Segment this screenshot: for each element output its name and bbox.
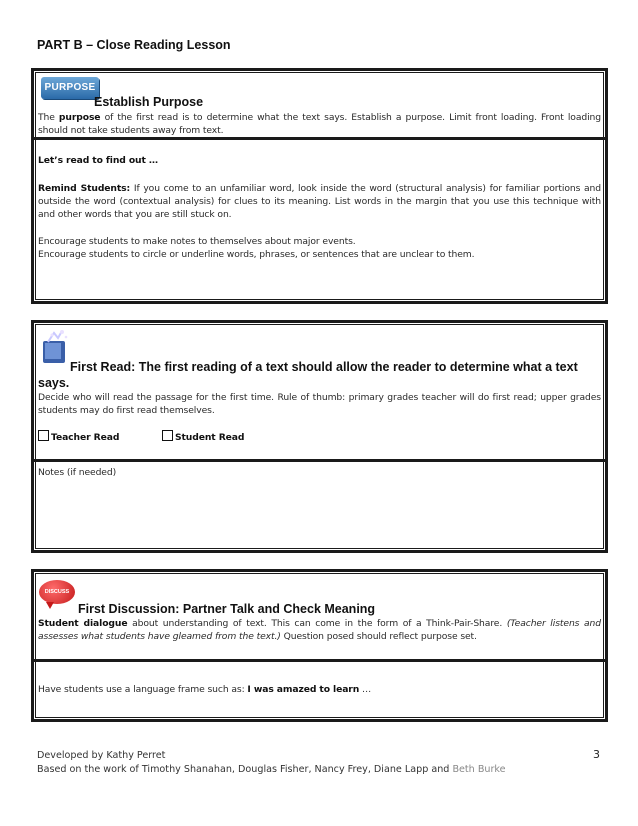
read-options: [38, 430, 438, 444]
language-frame: Have students use a language frame such as: I was amazed to learn …: [38, 684, 372, 695]
encourage-notes: Encourage students to make notes to themselves about major events.: [38, 236, 356, 247]
first-discussion-heading: First Discussion: Partner Talk and Check Meaning: [78, 602, 376, 616]
student-read-option[interactable]: Student Read: [162, 430, 244, 444]
first-read-heading: First Read: The first reading of a text should allow the reader to determine what a text says.: [38, 360, 578, 390]
first-discussion-description: Student dialogue about understanding of text. This can come in the form of a Think-Pair-Share. (Teacher listens and assesses what students have gleamed from the text.) Question posed should reflect purpose set.: [38, 618, 601, 642]
discuss-icon: DISCUSS: [39, 580, 75, 604]
footer: [37, 749, 506, 777]
first-discussion-body: [34, 662, 605, 717]
student-read-checkbox[interactable]: [162, 430, 173, 441]
encourage-circle: Encourage students to circle or underline words, phrases, or sentences that are unclear to them.: [38, 249, 475, 260]
first-read-section: [31, 320, 608, 553]
purpose-description: The purpose of the first read is to determine what the text says. Establish a purpose. Limit front loading. Front loading should not take students away from text.: [38, 112, 601, 136]
remind-students: Remind Students: If you come to an unfamiliar word, look inside the word (structural analysis) for familiar portions and outside the word (contextual analysis) for clues to its meaning. List words in the margin that you use this technique with and other words that you are still stuck on.: [38, 183, 602, 220]
first-discussion-section: [31, 569, 608, 722]
lets-read-prompt: Let’s read to find out …: [38, 155, 158, 166]
first-discussion-header: [34, 572, 605, 662]
purpose-section: [31, 68, 608, 304]
purpose-icon: PURPOSE: [41, 77, 99, 99]
first-read-header: [34, 323, 605, 462]
first-read-notes[interactable]: [34, 462, 605, 550]
teacher-read-option[interactable]: Teacher Read: [38, 432, 119, 443]
purpose-heading: Establish Purpose: [94, 95, 204, 109]
teacher-read-checkbox[interactable]: [38, 430, 49, 441]
footer-credits: Based on the work of Timothy Shanahan, Douglas Fisher, Nancy Frey, Diane Lapp and Beth Burke: [37, 764, 506, 775]
footer-author: Developed by Kathy Perret: [37, 750, 166, 761]
page-number: 3: [593, 748, 600, 761]
notes-label: Notes (if needed): [38, 467, 117, 478]
purpose-header: [34, 71, 605, 140]
purpose-body: [34, 140, 605, 298]
first-read-description: Decide who will read the passage for the first time. Rule of thumb: primary grades teacher will do first read; upper grades students may do first read themselves.: [38, 392, 601, 416]
page-title: PART B – Close Reading Lesson: [37, 38, 231, 52]
